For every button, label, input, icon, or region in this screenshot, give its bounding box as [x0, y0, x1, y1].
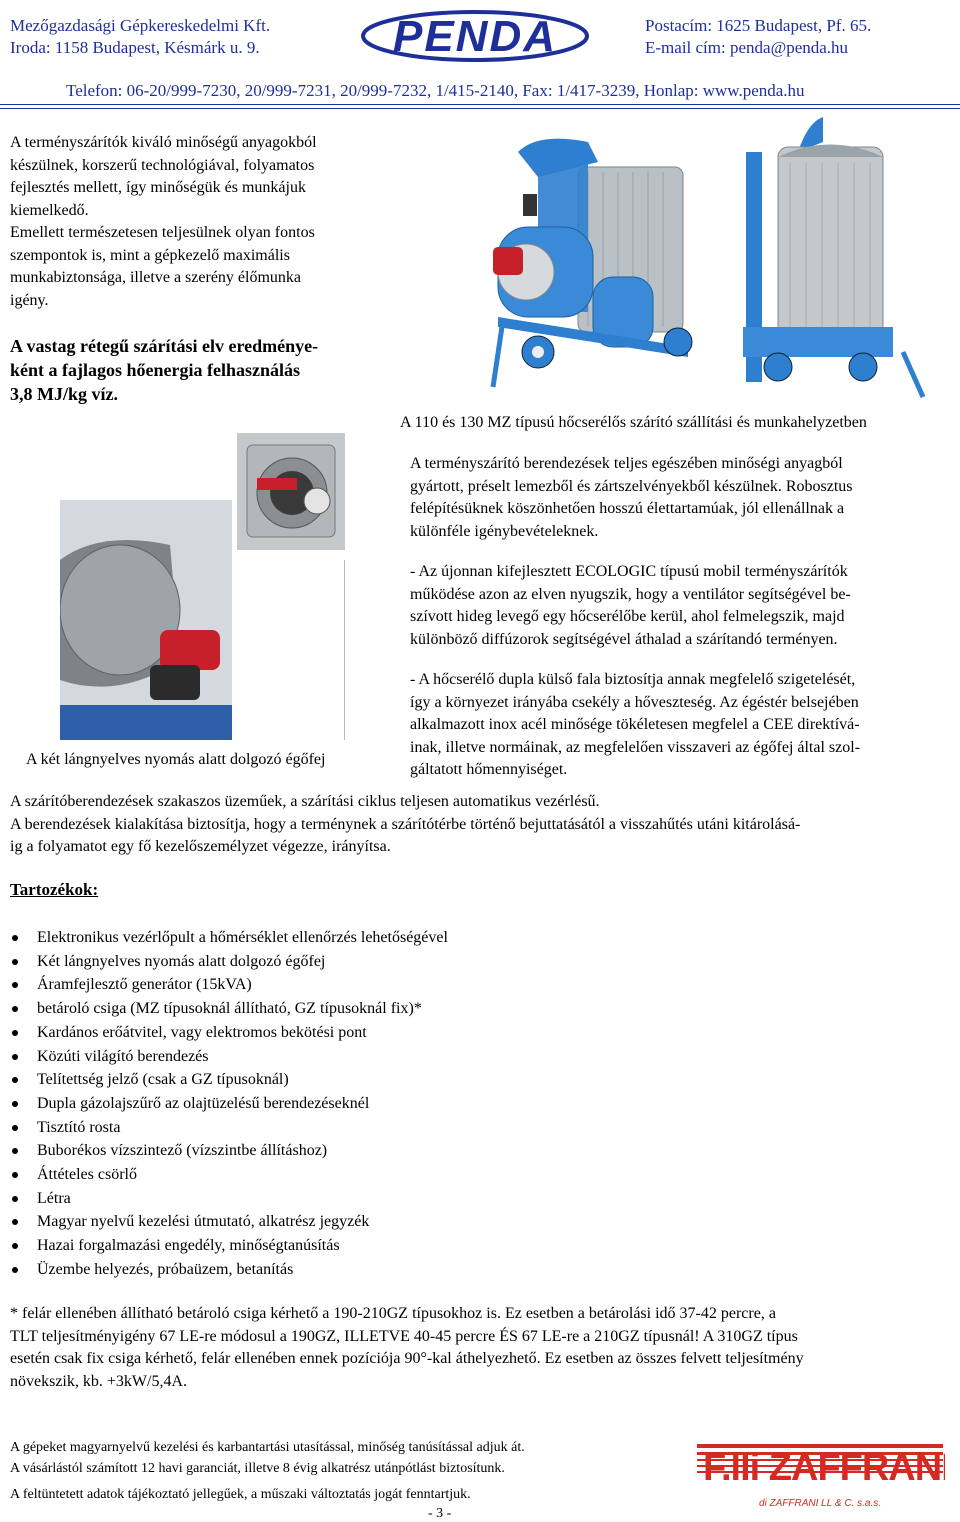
list-item: Áttételes csörlő — [10, 1163, 448, 1187]
zaffrani-logo-text: F.lli ZAFFRANI — [703, 1447, 945, 1489]
intro-line: fejlesztés mellett, így minőségük és munkájuk — [10, 179, 306, 196]
penda-logo-text: PENDA — [392, 12, 558, 61]
list-item: Közúti világító berendezés — [10, 1045, 448, 1069]
header-rule-bottom — [0, 108, 960, 109]
intro-line: munkabiztonsága, illetve a szerény élőmunka — [10, 269, 302, 286]
footer-line: A vásárlástól számított 12 havi garanciát, illetve 8 évig alkatrész utánpótlást biztosítunk. — [10, 1461, 505, 1476]
footnote-line: * felár ellenében állítható betároló csiga kérhető a 190-210GZ típusokhoz is. Ez esetben a betárolási idő 37-42 percre, a — [10, 1305, 776, 1322]
office-address: Iroda: 1158 Budapest, Késmárk u. 9. — [10, 38, 260, 57]
highlight-line: 3,8 MJ/kg víz. — [10, 384, 118, 404]
materials-line: felépítésüknek köszönhetően hosszú élettartamúak, jól ellenállnak a — [410, 500, 845, 517]
intro-line: kiemelkedő. — [10, 201, 89, 219]
page-number: - 3 - — [428, 1506, 452, 1521]
zaffrani-logo-subtext: di ZAFFRANI LL & C. s.a.s. — [758, 1498, 882, 1509]
highlight-line: A vastag rétegű szárítási elv eredménye- — [10, 336, 319, 356]
intro-line: készülnek, korszerű technológiával, folyamatos — [10, 156, 315, 174]
intro-highlight — [10, 334, 318, 406]
photo-divider — [344, 560, 345, 740]
heat-exchanger-line: alkalmazott inox acél minősége tökéletesen megfelel a CEE direktívá- — [410, 716, 860, 733]
list-item: Tisztító rosta — [10, 1116, 448, 1140]
heat-exchanger-line: inak, illetve normáinak, az megfelelően visszaveri az égőfej által szol- — [410, 738, 861, 756]
intro-line: igény. — [10, 291, 49, 309]
company-name: Mezőgazdasági Gépkereskedelmi Kft. — [10, 16, 271, 35]
contact-line: Telefon: 06-20/999-7230, 20/999-7231, 20/999-7232, 1/415-2140, Fax: 1/417-3239, Honlap: www.penda.hu — [66, 81, 805, 100]
burner-photo — [60, 500, 232, 740]
ecologic-line: szívott hideg levegő egy hőcserélőbe kerül, ahol felmelegszik, majd — [410, 608, 845, 625]
list-item: Buborékos vízszintező (vízszintbe állításhoz) — [10, 1139, 448, 1163]
bullet-icon — [12, 1054, 18, 1060]
ecologic-paragraph — [410, 561, 851, 651]
list-item: Telítettség jelző (csak a GZ típusoknál) — [10, 1068, 448, 1092]
list-item: Üzembe helyezés, próbaüzem, betanítás — [10, 1258, 448, 1282]
dryer-transport-illustration — [493, 139, 692, 387]
bullet-icon — [12, 959, 18, 965]
dryer-photo — [478, 112, 933, 400]
list-item: Magyar nyelvű kezelési útmutató, alkatrész jegyzék — [10, 1210, 448, 1234]
footnote — [10, 1303, 804, 1393]
bullet-icon — [12, 1101, 18, 1107]
highlight-line: ként a fajlagos hőenergia felhasználás — [10, 360, 300, 380]
operation-line: ig a folyamatot egy fő kezelőszemélyzet végezze, irányítsa. — [10, 838, 391, 855]
materials-line: gyártott, préselt lemezből és zártszelvényekből készülnek. Robosztus — [410, 477, 853, 495]
ecologic-line: működése azon az elven nyugszik, hogy a ventilátor segítségével be- — [410, 585, 851, 603]
bullet-icon — [12, 1148, 18, 1154]
intro-line: szempontok is, mint a gépkezelő maximális — [10, 246, 290, 264]
dryer-working-illustration — [743, 117, 923, 397]
header-rule-top — [0, 104, 960, 105]
accessories-list — [10, 926, 448, 1282]
list-item: Hazai forgalmazási engedély, minőségtanúsítás — [10, 1234, 448, 1258]
bullet-icon — [12, 1030, 18, 1036]
heat-exchanger-line: - A hőcserélő dupla külső fala biztosítja annak megfelelő szigetelését, — [410, 671, 856, 688]
list-item: Áramfejlesztő generátor (15kVA) — [10, 973, 448, 997]
list-item: Két lángnyelves nyomás alatt dolgozó égőfej — [10, 950, 448, 974]
email-address: E-mail cím: penda@penda.hu — [645, 38, 849, 57]
bullet-icon — [12, 1219, 18, 1225]
operation-line: A berendezések kialakítása biztosítja, hogy a terménynek a szárítótérbe történő bejuttatásától a visszahűtés utáni kitárolásá- — [10, 815, 801, 833]
accessories-heading: Tartozékok: — [10, 880, 99, 899]
footnote-line: TLT teljesítményigény 67 LE-re módosul a 190GZ, ILLETVE 40-45 percre ÉS 67 LE-re a 210GZ típusnál! A 310GZ típus — [10, 1327, 798, 1345]
bullet-icon — [12, 935, 18, 941]
bullet-icon — [12, 1172, 18, 1178]
materials-paragraph — [410, 453, 853, 543]
penda-logo — [360, 8, 590, 64]
ecologic-line: különböző diffúzorok segítségével áthalad a szárítandó terményen. — [410, 630, 838, 648]
ecologic-line: - Az újonnan kifejlesztett ECOLOGIC típusú mobil terményszárítók — [410, 563, 848, 580]
heat-exchanger-line: így a környezet irányába csekély a hőveszteség. Az égéstér belsejében — [410, 693, 859, 711]
bullet-icon — [12, 1125, 18, 1131]
operation-paragraph — [10, 791, 800, 859]
dryer-caption: A 110 és 130 MZ típusú hőcserélős szárító szállítási és munkahelyzetben — [400, 414, 867, 431]
footer-disclaimer: A feltüntetett adatok tájékoztató jellegűek, a műszaki változtatás jogát fenntartjuk. — [10, 1487, 471, 1502]
materials-line: különféle igénybevételeknek. — [410, 522, 599, 540]
list-item: Kardános erőátvitel, vagy elektromos bekötési pont — [10, 1021, 448, 1045]
bullet-icon — [12, 1077, 18, 1083]
burner-caption: A két lángnyelves nyomás alatt dolgozó égőfej — [26, 751, 326, 768]
list-item: Létra — [10, 1187, 448, 1211]
list-item: Dupla gázolajszűrő az olajtüzelésű berendezéseknél — [10, 1092, 448, 1116]
burner-detail-photo — [237, 433, 345, 550]
bullet-icon — [12, 1196, 18, 1202]
materials-line: A terményszárító berendezések teljes egészében minőségi anyagból — [410, 455, 843, 472]
list-item: Elektronikus vezérlőpult a hőmérséklet ellenőrzés lehetőségével — [10, 926, 448, 950]
postal-address: Postacím: 1625 Budapest, Pf. 65. — [645, 16, 872, 35]
list-item: betároló csiga (MZ típusoknál állítható, GZ típusoknál fix)* — [10, 997, 448, 1021]
zaffrani-logo — [695, 1440, 945, 1510]
heat-exchanger-line: gáltatott hőmennyiséget. — [410, 761, 568, 778]
heat-exchanger-paragraph — [410, 669, 860, 782]
bullet-icon — [12, 1243, 18, 1249]
footer-line: A gépeket magyarnyelvű kezelési és karbantartási utasítással, minőség tanúsítással adjuk át. — [10, 1440, 525, 1455]
bullet-icon — [12, 1267, 18, 1273]
operation-line: A szárítóberendezések szakaszos üzeműek, a szárítási ciklus teljesen automatikus vezérlésű. — [10, 793, 600, 810]
bullet-icon — [12, 982, 18, 988]
intro-paragraph — [10, 132, 317, 312]
footnote-line: növekszik, kb. +3kW/5,4A. — [10, 1372, 187, 1390]
footnote-line: esetén csak fix csiga kérhető, felár ellenében ennek pozíciója 90°-kal áthelyezhető. Ez esetben az összes felvett teljesítmény — [10, 1350, 804, 1367]
bullet-icon — [12, 1006, 18, 1012]
intro-line: A terményszárítók kiváló minőségű anyagokból — [10, 134, 317, 151]
intro-line: Emellett természetesen teljesülnek olyan fontos — [10, 224, 315, 241]
footer-notes — [10, 1437, 525, 1479]
